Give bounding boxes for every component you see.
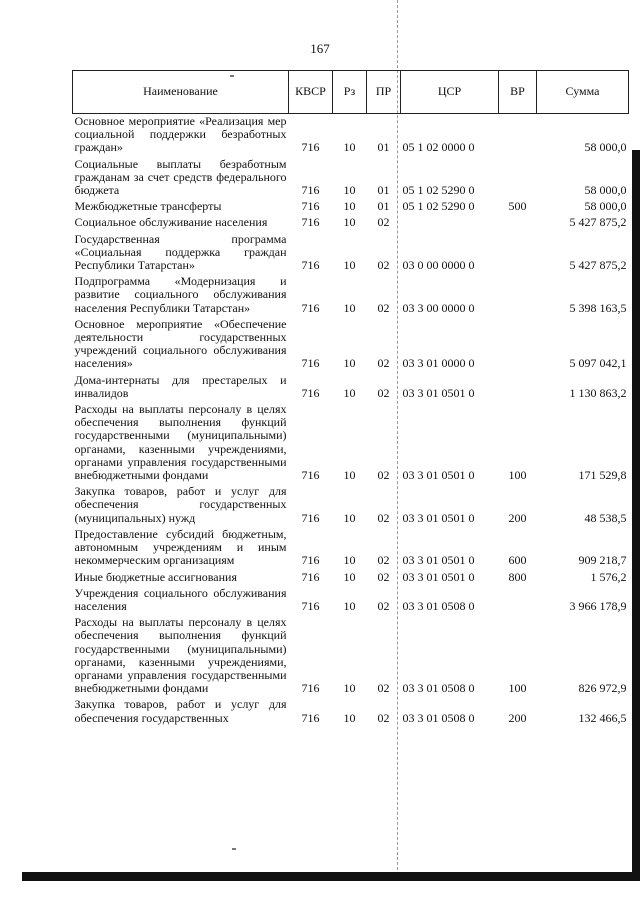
cell-kvsr: 716: [301, 510, 320, 525]
scan-border-right: [632, 150, 640, 881]
cell-csr: 03 3 01 0508 0: [402, 598, 475, 613]
cell-rz: 10: [343, 510, 356, 525]
scan-border-bottom: [22, 872, 640, 881]
cell-csr: 03 3 01 0508 0: [402, 681, 475, 696]
cell-pr: 02: [377, 681, 390, 696]
cell-kvsr: 716: [301, 199, 320, 214]
cell-name: Расходы на выплаты персоналу в целях обеспечения выполнения функций государственными (муниципальными) органами, казенными учреждениями, органами управления государственными внебюджетными фондами: [74, 615, 287, 696]
cell-rz: 10: [343, 356, 356, 371]
budget-table: [72, 70, 629, 727]
cell-pr: 02: [377, 510, 390, 525]
cell-vr: 600: [508, 553, 527, 568]
cell-csr: [401, 215, 499, 231]
cell-name: Дома-интернаты для престарелых и инвалидов: [74, 372, 287, 400]
cell-pr: 02: [377, 553, 390, 568]
cell-name: Учреждения социального обслуживания населения: [74, 585, 287, 613]
cell-sum: 5 427 875,2: [569, 215, 627, 230]
cell-rz: 10: [343, 681, 356, 696]
cell-kvsr: 716: [301, 215, 320, 230]
cell-vr: [499, 157, 537, 200]
table-row: [73, 199, 629, 215]
table-row: [73, 317, 629, 373]
table-row: [73, 232, 629, 275]
cell-sum: 58 000,0: [584, 199, 627, 214]
cell-pr: 01: [377, 140, 390, 155]
cell-kvsr: 716: [301, 183, 320, 198]
cell-csr: 03 3 01 0501 0: [402, 553, 475, 568]
cell-csr: 05 1 02 0000 0: [402, 140, 475, 155]
cell-name: Социальное обслуживание населения: [74, 215, 268, 230]
cell-csr: 03 3 01 0508 0: [402, 710, 475, 725]
table-row: [73, 570, 629, 586]
cell-name: Межбюджетные трансферты: [74, 199, 222, 214]
cell-csr: 03 3 01 0000 0: [402, 356, 475, 371]
cell-kvsr: 716: [301, 300, 320, 315]
cell-name: Подпрограмма «Модернизация и развитие социального обслуживания населения Республики Татарстан»: [74, 274, 287, 315]
cell-name: Социальные выплаты безработным гражданам за счет средств федерального бюджета: [74, 156, 287, 198]
cell-rz: 10: [343, 569, 356, 584]
cell-rz: 10: [343, 598, 356, 613]
cell-name: Предоставление субсидий бюджетным, автономным учреждениям и иным некоммерческим организациям: [74, 526, 287, 568]
cell-sum: 3 966 178,9: [569, 598, 627, 613]
cell-vr: [499, 274, 537, 317]
table-row: [73, 615, 629, 697]
cell-name: Основное мероприятие «Обеспечение деятельности государственных учреждений социального обслуживания населения»: [74, 316, 287, 371]
cell-vr: 100: [508, 681, 527, 696]
cell-pr: 02: [377, 569, 390, 584]
table-row: [73, 373, 629, 402]
cell-kvsr: 716: [301, 553, 320, 568]
table-row: [73, 215, 629, 231]
table-row: [73, 527, 629, 570]
cell-name: Закупка товаров, работ и услуг для обеспечения государственных (муниципальных) нужд: [74, 484, 287, 525]
cell-vr: [499, 215, 537, 231]
table-header-row: [73, 71, 629, 114]
cell-pr: 02: [377, 468, 390, 483]
cell-kvsr: 716: [301, 468, 320, 483]
cell-csr: 05 1 02 5290 0: [402, 199, 475, 214]
cell-kvsr: 716: [301, 258, 320, 273]
table-row: [73, 586, 629, 615]
cell-name: Основное мероприятие «Реализация мер социальной поддержки безработных граждан»: [74, 114, 287, 155]
cell-rz: 10: [343, 258, 356, 273]
cell-sum: 1 576,2: [590, 569, 627, 584]
cell-name: Государственная программа «Социальная поддержка граждан Республики Татарстан»: [74, 231, 287, 273]
cell-name: Закупка товаров, работ и услуг для обеспечения государственных: [74, 697, 287, 725]
cell-pr: 01: [377, 199, 390, 214]
cell-rz: 10: [343, 199, 356, 214]
cell-pr: 02: [377, 215, 390, 230]
cell-csr: 03 0 00 0000 0: [402, 258, 475, 273]
cell-rz: 10: [343, 710, 356, 725]
cell-vr: [499, 114, 537, 157]
header-sum: Сумма: [537, 71, 629, 114]
cell-pr: 02: [377, 598, 390, 613]
cell-name: Иные бюджетные ассигнования: [74, 569, 237, 584]
cell-rz: 10: [343, 468, 356, 483]
cell-rz: 10: [343, 183, 356, 198]
cell-sum: 909 218,7: [578, 553, 627, 568]
cell-vr: 100: [508, 468, 527, 483]
cell-pr: 01: [377, 183, 390, 198]
cell-kvsr: 716: [301, 356, 320, 371]
cell-pr: 02: [377, 258, 390, 273]
cell-csr: 03 3 00 0000 0: [402, 300, 475, 315]
cell-csr: 03 3 01 0501 0: [402, 468, 475, 483]
cell-kvsr: 716: [301, 140, 320, 155]
cell-vr: [499, 317, 537, 373]
cell-csr: 03 3 01 0501 0: [402, 510, 475, 525]
cell-vr: 200: [508, 510, 527, 525]
cell-csr: 03 3 01 0501 0: [402, 385, 475, 400]
header-csr: ЦСР: [401, 71, 499, 114]
cell-sum: 5 398 163,5: [569, 300, 627, 315]
cell-pr: 02: [377, 356, 390, 371]
cell-rz: 10: [343, 385, 356, 400]
cell-name: Расходы на выплаты персоналу в целях обеспечения выполнения функций государственными (муниципальными) органами, казенными учреждениями, органами управления государственными внебюджетными фондами: [74, 402, 287, 483]
cell-kvsr: 716: [301, 569, 320, 584]
cell-vr: [499, 586, 537, 615]
cell-kvsr: 716: [301, 710, 320, 725]
table-row: [73, 274, 629, 317]
cell-vr: 200: [508, 710, 527, 725]
table-row: [73, 157, 629, 200]
cell-sum: 58 000,0: [584, 140, 627, 155]
page-number: 167: [310, 41, 330, 56]
cell-kvsr: 716: [301, 385, 320, 400]
cell-kvsr: 716: [301, 598, 320, 613]
cell-vr: [499, 232, 537, 275]
cell-pr: 02: [377, 710, 390, 725]
cell-sum: 58 000,0: [584, 183, 627, 198]
cell-rz: 10: [343, 140, 356, 155]
cell-vr: 800: [508, 569, 527, 584]
cell-csr: 03 3 01 0501 0: [402, 569, 475, 584]
cell-sum: 171 529,8: [578, 468, 627, 483]
header-vr: ВР: [499, 71, 537, 114]
header-name: Наименование: [73, 71, 289, 114]
table-row: [73, 484, 629, 527]
table-row: [73, 697, 629, 726]
cell-vr: 500: [508, 199, 527, 214]
header-pr: ПР: [367, 71, 401, 114]
cell-kvsr: 716: [301, 681, 320, 696]
cell-rz: 10: [343, 300, 356, 315]
cell-pr: 02: [377, 385, 390, 400]
header-kvsr: КВСР: [289, 71, 333, 114]
cell-sum: 5 427 875,2: [569, 258, 627, 273]
cell-sum: 826 972,9: [578, 681, 627, 696]
cell-rz: 10: [343, 215, 356, 230]
header-rz: Рз: [333, 71, 367, 114]
cell-pr: 02: [377, 300, 390, 315]
table-row: [73, 402, 629, 484]
cell-sum: 132 466,5: [578, 710, 627, 725]
cell-rz: 10: [343, 553, 356, 568]
cell-csr: 05 1 02 5290 0: [402, 183, 475, 198]
cell-vr: [499, 373, 537, 402]
cell-sum: 5 097 042,1: [569, 356, 627, 371]
scan-speck: [232, 848, 236, 850]
table-row: [73, 114, 629, 157]
cell-sum: 1 130 863,2: [569, 385, 627, 400]
cell-sum: 48 538,5: [584, 510, 627, 525]
